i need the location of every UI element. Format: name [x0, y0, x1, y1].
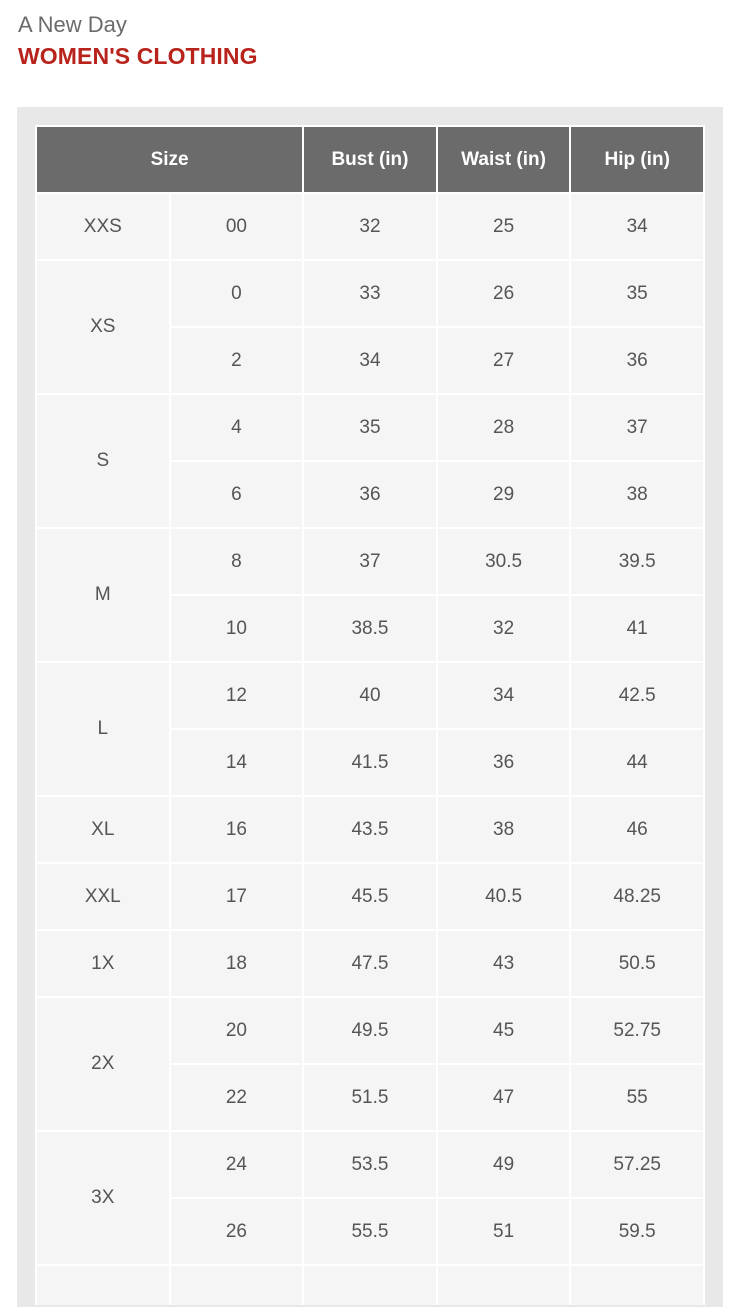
hip-cell: 42.5 [571, 663, 703, 728]
size-letter-cell: M [37, 529, 169, 661]
size-letter-cell: XS [37, 261, 169, 393]
table-row [37, 998, 703, 1063]
hip-cell: 59.5 [571, 1199, 703, 1264]
waist-cell: 36 [438, 730, 570, 795]
hip-column-header: Hip (in) [571, 127, 703, 192]
waist-cell: 25 [438, 194, 570, 259]
bust-cell: 51.5 [304, 1065, 436, 1130]
hip-cell: 44 [571, 730, 703, 795]
waist-cell: 29 [438, 462, 570, 527]
hip-cell: 35 [571, 261, 703, 326]
bust-cell: 55.5 [304, 1199, 436, 1264]
waist-cell: 38 [438, 797, 570, 862]
size-chart [35, 125, 705, 1305]
bust-cell: 33 [304, 261, 436, 326]
bust-cell: 35 [304, 395, 436, 460]
size-number-cell: 20 [171, 998, 303, 1063]
waist-cell: 34 [438, 663, 570, 728]
table-row [37, 663, 703, 728]
size-number-cell: 14 [171, 730, 303, 795]
bust-cell: 32 [304, 194, 436, 259]
size-number-cell: 22 [171, 1065, 303, 1130]
waist-cell: 43 [438, 931, 570, 996]
hip-cell: 55 [571, 1065, 703, 1130]
table-row [37, 261, 703, 326]
hip-cell: 34 [571, 194, 703, 259]
size-column-header: Size [37, 127, 302, 192]
category-title: WOMEN'S CLOTHING [18, 43, 258, 69]
size-number-cell: 16 [171, 797, 303, 862]
brand-name: A New Day [18, 12, 127, 37]
size-letter-cell: S [37, 395, 169, 527]
bust-cell: 38.5 [304, 596, 436, 661]
waist-cell: 27 [438, 328, 570, 393]
table-row [37, 194, 703, 259]
table-header-row [37, 127, 703, 192]
table-row [37, 797, 703, 862]
size-number-cell: 26 [171, 1199, 303, 1264]
size-number-cell: 10 [171, 596, 303, 661]
bust-cell: 41.5 [304, 730, 436, 795]
waist-cell: 51 [438, 1199, 570, 1264]
table-row [37, 931, 703, 996]
size-letter-cell: XXL [37, 864, 169, 929]
bust-cell: 36 [304, 462, 436, 527]
empty-cell [571, 1266, 703, 1305]
hip-cell: 36 [571, 328, 703, 393]
hip-cell: 41 [571, 596, 703, 661]
bust-cell: 49.5 [304, 998, 436, 1063]
size-letter-cell: XL [37, 797, 169, 862]
size-number-cell: 2 [171, 328, 303, 393]
size-number-cell: 24 [171, 1132, 303, 1197]
empty-cell [304, 1266, 436, 1305]
size-letter-cell: XXS [37, 194, 169, 259]
table-row [37, 864, 703, 929]
waist-cell: 26 [438, 261, 570, 326]
bust-column-header: Bust (in) [304, 127, 436, 192]
size-number-cell: 8 [171, 529, 303, 594]
empty-cell [438, 1266, 570, 1305]
size-number-cell: 18 [171, 931, 303, 996]
size-letter-cell: L [37, 663, 169, 795]
table-row [37, 529, 703, 594]
size-number-cell: 0 [171, 261, 303, 326]
hip-cell: 52.75 [571, 998, 703, 1063]
waist-cell: 30.5 [438, 529, 570, 594]
size-letter-cell: 1X [37, 931, 169, 996]
table-row [37, 1266, 703, 1305]
waist-cell: 32 [438, 596, 570, 661]
size-letter-cell: 3X [37, 1132, 169, 1264]
bust-cell: 37 [304, 529, 436, 594]
size-letter-cell: 2X [37, 998, 169, 1130]
size-table [35, 125, 705, 1305]
waist-cell: 40.5 [438, 864, 570, 929]
hip-cell: 39.5 [571, 529, 703, 594]
hip-cell: 50.5 [571, 931, 703, 996]
table-row [37, 395, 703, 460]
waist-cell: 47 [438, 1065, 570, 1130]
bust-cell: 47.5 [304, 931, 436, 996]
waist-column-header: Waist (in) [438, 127, 570, 192]
empty-cell [37, 1266, 169, 1305]
bust-cell: 53.5 [304, 1132, 436, 1197]
size-number-cell: 00 [171, 194, 303, 259]
bust-cell: 43.5 [304, 797, 436, 862]
hip-cell: 37 [571, 395, 703, 460]
bust-cell: 40 [304, 663, 436, 728]
waist-cell: 45 [438, 998, 570, 1063]
waist-cell: 28 [438, 395, 570, 460]
size-number-cell: 17 [171, 864, 303, 929]
empty-cell [171, 1266, 303, 1305]
waist-cell: 49 [438, 1132, 570, 1197]
size-table-body [37, 194, 703, 1305]
size-number-cell: 4 [171, 395, 303, 460]
hip-cell: 38 [571, 462, 703, 527]
bust-cell: 34 [304, 328, 436, 393]
size-number-cell: 12 [171, 663, 303, 728]
table-row [37, 1132, 703, 1197]
hip-cell: 48.25 [571, 864, 703, 929]
hip-cell: 46 [571, 797, 703, 862]
size-number-cell: 6 [171, 462, 303, 527]
bust-cell: 45.5 [304, 864, 436, 929]
hip-cell: 57.25 [571, 1132, 703, 1197]
